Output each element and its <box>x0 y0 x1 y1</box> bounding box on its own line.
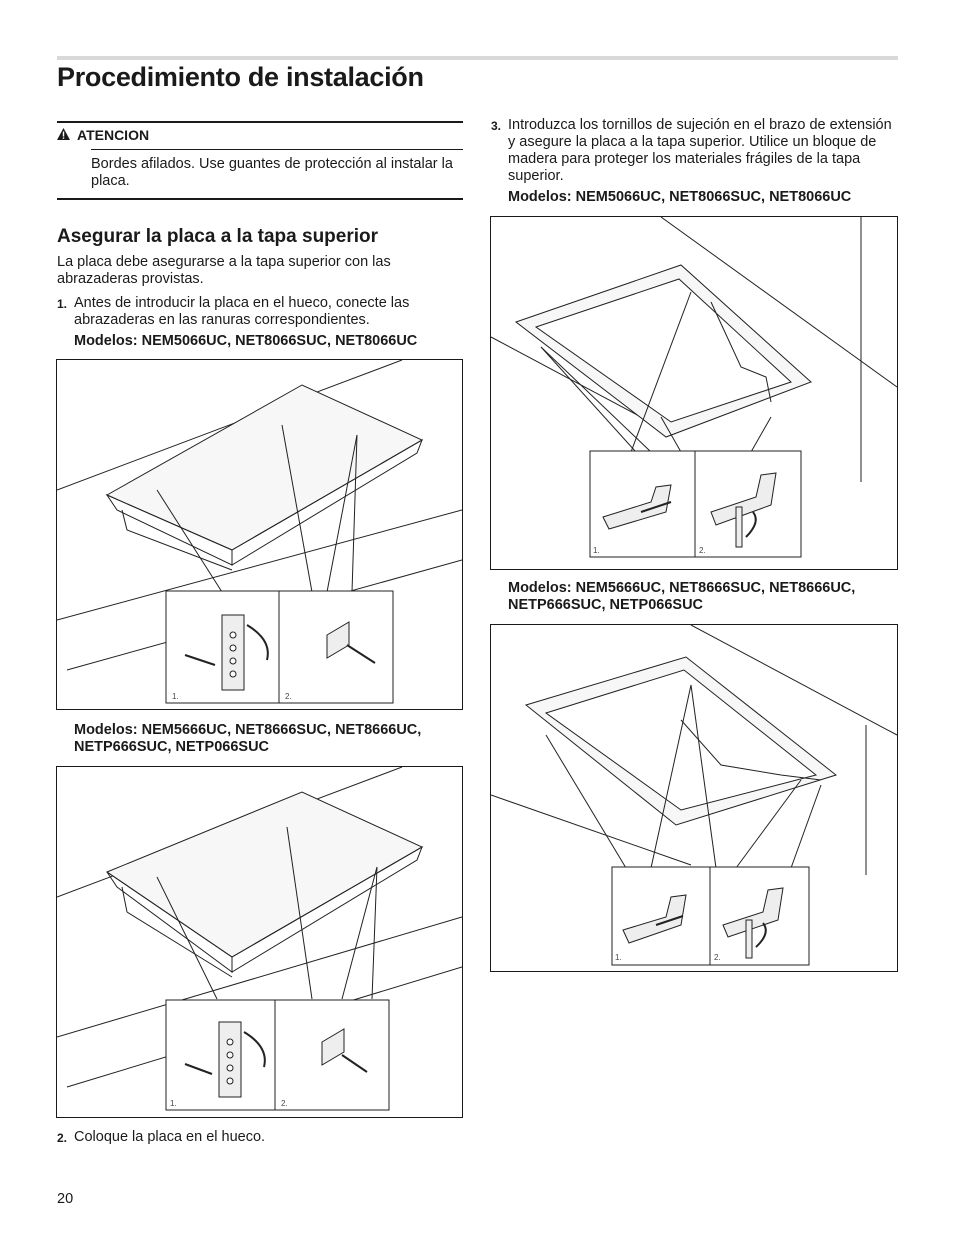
step-3 <box>491 117 897 185</box>
warning-text: Bordes afilados. Use guantes de protección al instalar la placa. <box>91 156 453 189</box>
step-2 <box>57 1129 462 1146</box>
figure-cooktop-clamps-a <box>56 359 463 710</box>
cutout-underside-illustration <box>491 625 897 971</box>
cutout-underside-illustration <box>491 217 897 569</box>
step-text: Antes de introducir la placa en el hueco, conecte las abrazaderas en las ranuras correspondientes. <box>74 295 410 328</box>
models-label-a1: Modelos: NEM5066UC, NET8066SUC, NET8066UC <box>74 333 418 349</box>
models-label-a2: Modelos: NEM5066UC, NET8066SUC, NET8066UC <box>508 189 852 205</box>
figure-screw-fixing-a <box>490 216 898 570</box>
step-text: Coloque la placa en el hueco. <box>74 1129 266 1145</box>
inset-label-1: 1. <box>593 546 600 555</box>
section-heading: Asegurar la placa a la tapa superior <box>57 226 379 247</box>
step-1 <box>57 295 462 329</box>
inset-label-2: 2. <box>714 953 721 962</box>
warning-header <box>57 127 149 143</box>
step-text: Introduzca los tornillos de sujeción en el brazo de extensión y asegure la placa a la tapa superior. Utilice un bloque de madera para proteger los materiales frágiles de la tapa superior. <box>508 117 892 184</box>
inset-label-2: 2. <box>281 1099 288 1108</box>
step-number: 1. <box>57 297 68 311</box>
models-label-b1: Modelos: NEM5666UC, NET8666SUC, NET8666UC, NETP666SUC, NETP066SUC <box>74 722 422 755</box>
warning-bottom-rule <box>57 198 463 200</box>
section-intro: La placa debe asegurarse a la tapa superior con las abrazaderas provistas. <box>57 254 391 287</box>
warning-triangle-icon <box>57 128 77 140</box>
figure-cooktop-clamps-b <box>56 766 463 1118</box>
inset-label-2: 2. <box>285 692 292 701</box>
inset-label-1: 1. <box>615 953 622 962</box>
step-number: 2. <box>57 1131 68 1145</box>
inset-label-2: 2. <box>699 546 706 555</box>
inset-label-1: 1. <box>172 692 179 701</box>
page-title: Procedimiento de instalación <box>57 62 424 92</box>
warning-label: ATENCION <box>77 127 150 143</box>
figure-screw-fixing-b <box>490 624 898 972</box>
top-rule <box>57 56 898 60</box>
warning-divider <box>91 149 463 150</box>
step-number: 3. <box>491 119 502 133</box>
models-label-b2: Modelos: NEM5666UC, NET8666SUC, NET8666UC, NETP666SUC, NETP066SUC <box>508 580 856 613</box>
cooktop-illustration <box>57 360 462 709</box>
inset-label-1: 1. <box>170 1099 177 1108</box>
warning-top-rule <box>57 121 463 123</box>
cooktop-illustration <box>57 767 462 1117</box>
page-number: 20 <box>57 1191 74 1207</box>
